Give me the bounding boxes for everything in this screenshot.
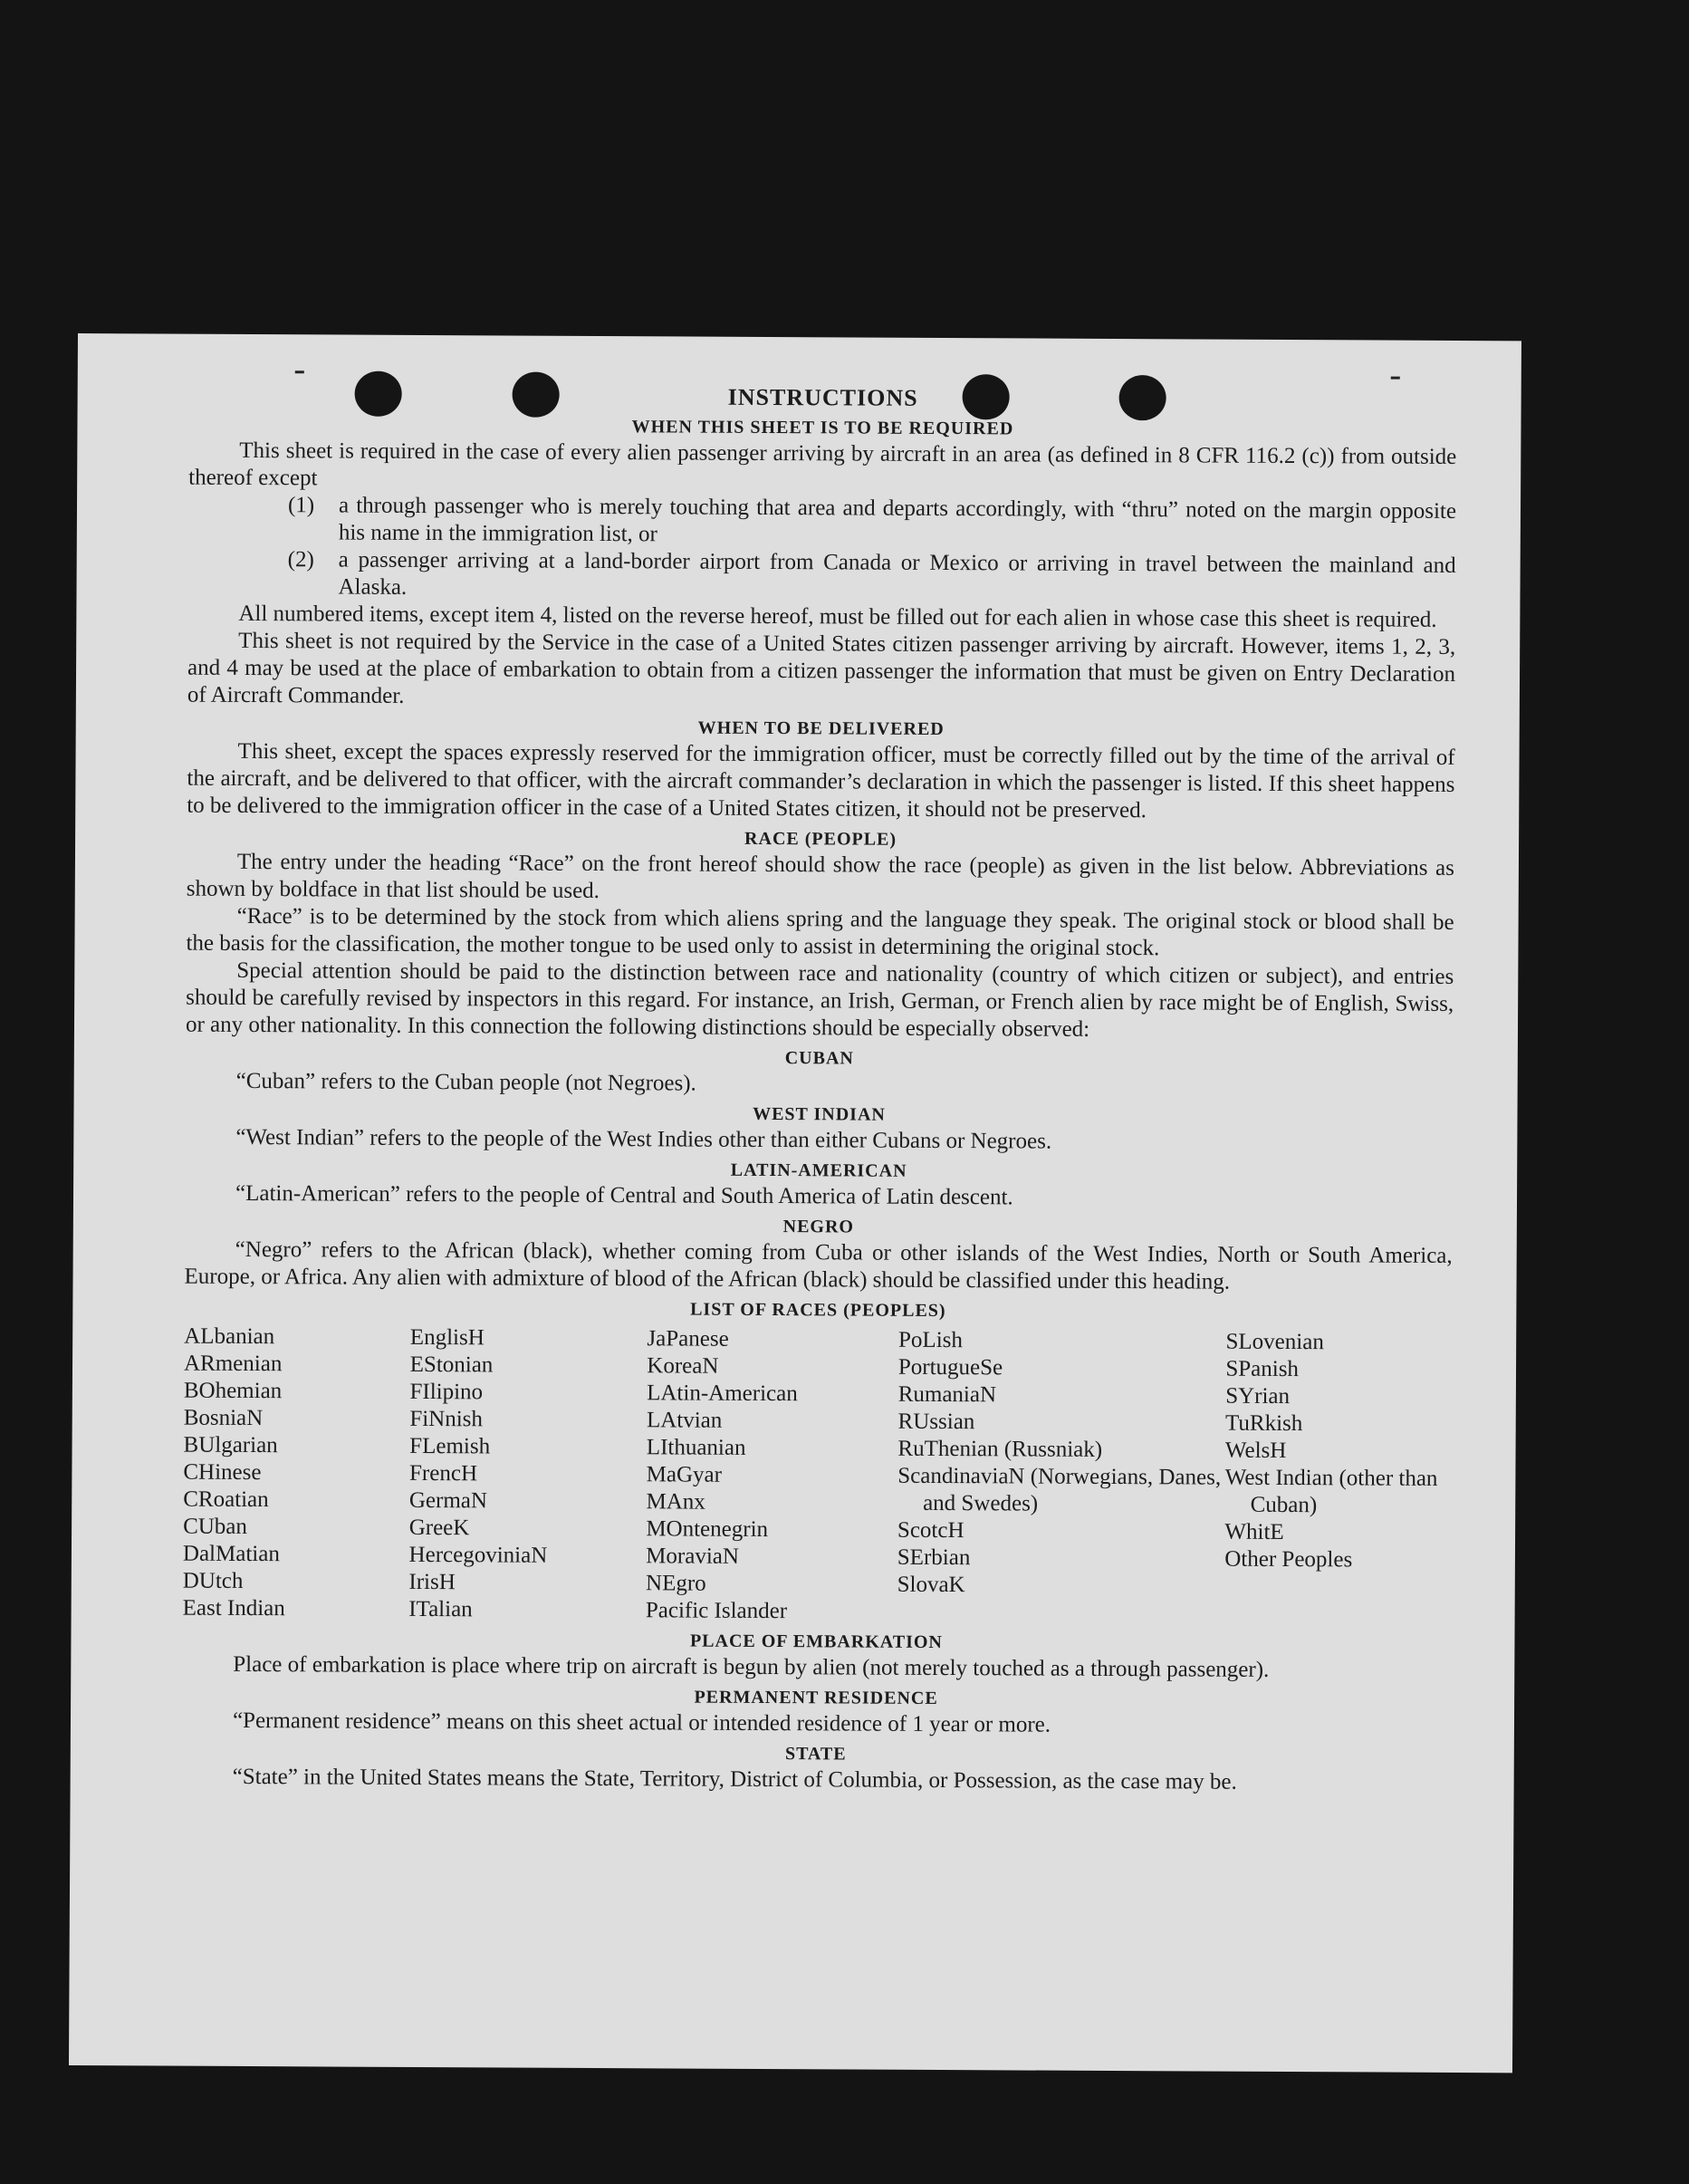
paragraph: This sheet is not required by the Service in the case of a United States citizen passenger arriving by aircraft. However, items 1, 2, 3, and 4 may be used at the place of embarkation to obtain from a citizen passenger the information that must be given on Entry Declaration of Aircraft Commander. — [187, 628, 1456, 708]
exception-number: (1) — [287, 493, 315, 518]
race-entry: BosniaN — [183, 1405, 264, 1431]
race-entry: MaGyar — [646, 1462, 723, 1487]
races-column — [408, 1324, 647, 1624]
race-entry: CHinese — [183, 1459, 262, 1486]
race-entry: WhitE — [1224, 1519, 1284, 1544]
heading-negro: NEGRO — [782, 1217, 855, 1237]
exception-text: a through passenger who is merely touching that area and departs accordingly, with “thru” noted on the margin opposite his name in the immigration list, or — [338, 493, 1457, 547]
instructions-content — [182, 381, 1457, 1797]
race-entry: Pacific Islander — [645, 1598, 788, 1624]
races-column — [646, 1325, 898, 1625]
heading-race: RACE (PEOPLE) — [744, 828, 897, 850]
race-entry: HercegoviniaN — [408, 1542, 548, 1568]
race-entry: LIthuanian — [646, 1435, 746, 1460]
race-entry: East Indian — [182, 1595, 285, 1621]
race-entry: GreeK — [408, 1515, 470, 1541]
race-entry: ALbanian — [184, 1323, 275, 1350]
race-entry: RuThenian (Russniak) — [897, 1436, 1103, 1462]
race-entry: CUban — [183, 1514, 248, 1539]
race-entry: RumaniaN — [897, 1381, 997, 1408]
race-entry: SPanish — [1225, 1356, 1300, 1382]
paragraph: This sheet, except the spaces expressly reserved for the immigration officer, must be correctly filled out by the time of the arrival of the aircraft, and be delivered to that officer, with the aircraft commander’s declaration in which the passenger is listed. If this sheet happens to be delivered to the immigration officer in the case of a United States citizen, it should not be preserved. — [187, 738, 1455, 823]
race-entry: BUlgarian — [183, 1432, 278, 1458]
races-column — [1224, 1329, 1452, 1629]
race-entry: JaPanese — [647, 1326, 729, 1352]
heading-when-delivered: WHEN TO BE DELIVERED — [697, 717, 945, 740]
exception-number: (2) — [287, 547, 314, 572]
race-entry: KoreaN — [647, 1353, 719, 1379]
heading-list-of-races: LIST OF RACES (PEOPLES) — [690, 1299, 946, 1322]
race-entry: DalMatian — [182, 1541, 280, 1567]
race-entry: BOhemian — [183, 1378, 283, 1404]
paragraph: Special attention should be paid to the distinction between race and nationality (country of which citizen or subject), and entries should be carefully revised by inspectors in this regard. For instance, an Irish, German, or French alien by race might be of English, Swiss, or any other nationality. In this connection the following distinctions should be especially observed: — [185, 957, 1454, 1042]
paragraph: This sheet is required in the case of every alien passenger arriving by aircraft in an area (as defined in 8 CFR 116.2 (c)) from outside thereof except — [188, 438, 1457, 491]
race-entry: TuRkish — [1225, 1410, 1303, 1437]
races-column — [183, 1323, 410, 1623]
race-entry: MAnx — [646, 1489, 705, 1515]
paragraph: All numbered items, except item 4, listed on the reverse hereof, must be filled out for each alien in whose case this sheet is required. — [238, 601, 1437, 632]
race-entry: FrencH — [408, 1460, 478, 1486]
race-entry: MoraviaN — [646, 1544, 740, 1569]
margin-mark — [1391, 377, 1400, 380]
page-title: INSTRUCTIONS — [727, 383, 918, 411]
race-entry: FIlipino — [409, 1379, 484, 1405]
exception-item — [187, 546, 1455, 607]
paragraph: “Race” is to be determined by the stock from which aliens spring and the language they speak. The original stock or blood shall be the basis for the classification, the mother tongue to be used only to assist in determining the original stock. — [186, 903, 1454, 961]
paragraph: “Permanent residence” means on this sheet actual or intended residence of 1 year or more. — [232, 1708, 1051, 1737]
race-entry: ScandinaviaN (Norwegians, Danes, and Swedes) — [897, 1463, 1222, 1516]
paragraph: The entry under the heading “Race” on the front hereof should show the race (people) as given in the list below. Abbreviations as shown by boldface in that list should be used. — [186, 849, 1454, 904]
race-entry: ARmenian — [183, 1351, 283, 1377]
race-entry: MOntenegrin — [646, 1516, 769, 1543]
race-entry: NEgro — [645, 1571, 706, 1596]
race-entry: FLemish — [409, 1433, 491, 1459]
race-entry: SYrian — [1225, 1383, 1291, 1409]
race-entry: FiNnish — [409, 1406, 484, 1432]
race-entry: IrisH — [408, 1569, 456, 1595]
race-entry: SLovenian — [1225, 1329, 1324, 1355]
races-column — [897, 1327, 1225, 1628]
race-entry: Other Peoples — [1224, 1546, 1353, 1573]
race-entry: RUssian — [897, 1409, 975, 1435]
heading-embarkation: PLACE OF EMBARKATION — [689, 1631, 943, 1653]
paragraph: “Cuban” refers to the Cuban people (not Negroes). — [235, 1068, 696, 1096]
race-entry: West Indian (other than Cuban) — [1224, 1465, 1438, 1518]
heading-west-indian: WEST INDIAN — [753, 1103, 886, 1125]
paragraph: “West Indian” refers to the people of the West Indies other than either Cubans or Negroes. — [235, 1124, 1052, 1154]
race-entry: LAtvian — [646, 1408, 723, 1433]
heading-state: STATE — [784, 1744, 847, 1765]
race-entry: DUtch — [182, 1568, 244, 1593]
race-entry: PortugueSe — [897, 1354, 1003, 1381]
race-entry: ScotcH — [897, 1517, 964, 1544]
paragraph: “Negro” refers to the African (black), whether coming from Cuba or other islands of the West Indies, North or South America, Europe, or Africa. Any alien with admixture of blood of the African (black) should be classified under this heading. — [184, 1236, 1453, 1294]
race-entry: CRoatian — [183, 1486, 269, 1513]
race-entry: LAtin-American — [647, 1381, 798, 1407]
paragraph: “Latin-American” refers to the people of Central and South America of Latin descent. — [235, 1180, 1013, 1210]
race-entry: WelsH — [1224, 1438, 1287, 1464]
exception-text: a passenger arriving at a land-border airport from Canada or Mexico or arriving in travel between the mainland and Alaska. — [338, 547, 1456, 600]
race-entry: SErbian — [897, 1544, 971, 1571]
races-table — [183, 1323, 1453, 1629]
race-entry: SlovaK — [897, 1572, 965, 1598]
paragraph: “State” in the United States means the State, Territory, District of Columbia, or Possession, as the case may be. — [232, 1764, 1237, 1794]
heading-latin-american: LATIN-AMERICAN — [730, 1159, 907, 1181]
heading-when-required: WHEN THIS SHEET IS TO BE REQUIRED — [631, 417, 1014, 439]
race-entry: EnglisH — [409, 1324, 485, 1351]
race-entry: ITalian — [408, 1596, 473, 1622]
paragraph: Place of embarkation is place where trip on aircraft is begun by alien (not merely touched as a through passenger). — [233, 1651, 1270, 1682]
margin-mark — [295, 370, 304, 373]
heading-cuban: CUBAN — [784, 1048, 854, 1069]
exception-item — [188, 492, 1456, 553]
race-entry: PoLish — [897, 1327, 963, 1353]
heading-residence: PERMANENT RESIDENCE — [694, 1687, 938, 1708]
race-entry: GermaN — [408, 1487, 488, 1514]
race-entry: EStonian — [409, 1352, 494, 1378]
document-sheet — [69, 333, 1521, 2073]
